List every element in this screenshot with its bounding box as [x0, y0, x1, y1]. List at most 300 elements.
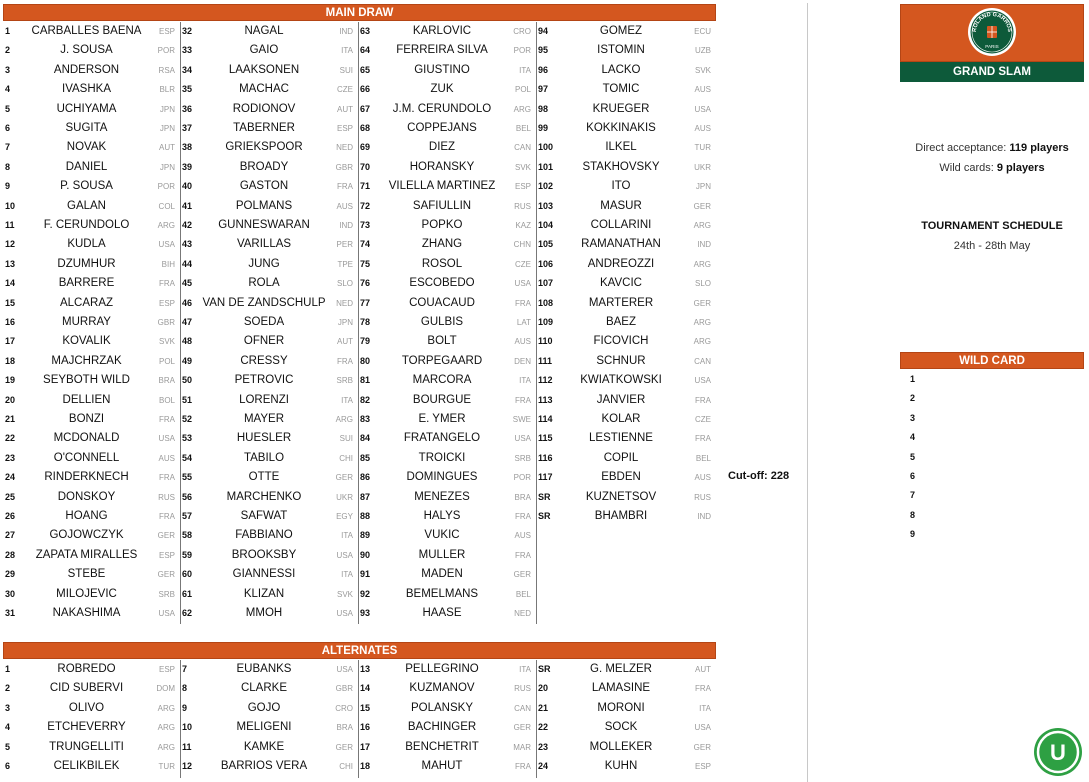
- player-row: [3, 468, 180, 487]
- player-row: [3, 119, 180, 138]
- player-row: [358, 718, 536, 737]
- player-country: ESP: [336, 124, 353, 133]
- player-country: BRA: [514, 492, 531, 502]
- player-country: USA: [158, 240, 175, 250]
- player-row: [358, 660, 536, 679]
- player-seed: 105: [538, 239, 554, 250]
- player-name: ZHANG: [421, 238, 463, 251]
- player-country: AUS: [514, 337, 531, 347]
- player-row: [536, 41, 716, 60]
- player-row: [536, 216, 716, 235]
- player-row: [180, 468, 358, 487]
- player-name: NAKASHIMA: [52, 607, 121, 619]
- player-country: BLR: [159, 85, 175, 95]
- player-seed: 116: [538, 452, 553, 463]
- player-name: TABILO: [243, 451, 285, 464]
- player-country: POL: [158, 356, 175, 366]
- player-row: [3, 80, 180, 99]
- player-seed: 16: [5, 317, 16, 327]
- player-seed: 64: [360, 45, 371, 56]
- player-country: CHN: [513, 240, 531, 250]
- player-seed: 14: [360, 683, 371, 694]
- player-name: STAKHOVSKY: [582, 160, 660, 173]
- player-seed: 53: [182, 433, 193, 444]
- wild-card-slot: 3: [910, 412, 916, 423]
- player-seed: 7: [5, 142, 11, 153]
- player-country: GER: [157, 531, 175, 541]
- player-name: TORPEGAARD: [401, 354, 483, 367]
- player-row: [180, 294, 358, 313]
- alternates-table: [3, 660, 716, 778]
- player-row: [358, 41, 536, 60]
- wild-cards-info: Wild cards: 9 players: [939, 162, 1045, 174]
- player-name: LAAKSONEN: [228, 63, 300, 76]
- player-seed: 103: [538, 200, 554, 211]
- player-seed: 69: [360, 142, 371, 153]
- player-country: IND: [339, 27, 353, 36]
- player-row: [536, 391, 716, 410]
- player-country: TPE: [337, 259, 353, 269]
- player-country: USA: [694, 104, 711, 114]
- player-row: [358, 488, 536, 507]
- u-logo-icon: [1034, 728, 1082, 776]
- player-name: COPPEJANS: [407, 122, 477, 134]
- player-row: [358, 216, 536, 235]
- player-name: HALYS: [423, 510, 461, 522]
- player-name: MAYER: [243, 413, 285, 425]
- player-name: MARCORA: [412, 374, 472, 387]
- player-name: OLIVO: [68, 701, 105, 714]
- player-country: SVK: [336, 589, 353, 599]
- player-country: SLO: [336, 279, 353, 289]
- player-name: BARRERE: [58, 277, 115, 290]
- cutoff-label: Cut-off: 228: [728, 470, 790, 482]
- player-seed: 113: [538, 394, 553, 405]
- player-seed: 75: [360, 258, 371, 269]
- tournament-logo: [900, 4, 1084, 62]
- player-name: GAIO: [249, 44, 279, 57]
- player-name: GALAN: [67, 199, 106, 212]
- player-country: JPN: [695, 182, 711, 192]
- player-country: GER: [335, 473, 353, 483]
- player-seed: 104: [538, 220, 554, 230]
- player-row: [536, 718, 716, 737]
- player-country: FRA: [159, 279, 175, 289]
- player-row: [3, 138, 180, 157]
- player-name: MELIGENI: [236, 721, 292, 734]
- player-country: NED: [514, 609, 531, 618]
- player-name: BROOKSBY: [231, 548, 297, 561]
- player-seed: 13: [360, 664, 371, 674]
- player-name: CLARKE: [240, 682, 288, 695]
- player-country: CHI: [339, 762, 353, 771]
- player-name: TOMIC: [602, 83, 640, 96]
- player-country: FRA: [337, 356, 353, 366]
- player-country: UKR: [694, 162, 711, 172]
- player-country: SVK: [694, 65, 711, 75]
- player-name: OFNER: [243, 335, 285, 348]
- player-row: [180, 80, 358, 99]
- player-name: RAMANATHAN: [581, 238, 661, 251]
- player-name: ROLA: [248, 277, 280, 290]
- player-name: ISTOMIN: [597, 44, 645, 57]
- player-country: CRO: [513, 27, 531, 36]
- player-row: [3, 158, 180, 177]
- player-country: ESP: [158, 550, 175, 560]
- column-separator: [180, 22, 181, 624]
- player-country: TUR: [158, 762, 175, 771]
- player-name: POLANSKY: [411, 701, 473, 714]
- player-country: AUT: [695, 665, 711, 674]
- player-row: [180, 660, 358, 679]
- player-country: AUT: [337, 337, 353, 347]
- player-row: [358, 235, 536, 254]
- player-name: RODIONOV: [232, 102, 296, 115]
- player-row: [180, 488, 358, 507]
- player-seed: 12: [5, 239, 16, 250]
- player-country: ESP: [158, 298, 175, 308]
- player-country: ESP: [158, 27, 175, 36]
- player-seed: 89: [360, 530, 371, 541]
- player-country: USA: [694, 723, 711, 733]
- player-seed: 102: [538, 181, 554, 192]
- player-country: UZB: [695, 46, 711, 56]
- player-row: [180, 138, 358, 157]
- player-name: KUZMANOV: [409, 682, 475, 695]
- player-seed: 1: [5, 26, 11, 36]
- player-seed: 4: [5, 722, 11, 733]
- player-name: VAN DE ZANDSCHULP: [202, 296, 326, 309]
- player-seed: 72: [360, 200, 371, 211]
- player-seed: 10: [182, 722, 193, 733]
- player-row: [536, 738, 716, 757]
- player-name: ALCARAZ: [59, 296, 114, 309]
- player-country: FRA: [337, 182, 353, 192]
- player-row: [3, 216, 180, 235]
- player-name: E. YMER: [418, 413, 466, 425]
- player-name: ROSOL: [421, 257, 463, 270]
- player-row: [358, 332, 536, 351]
- player-seed: 6: [5, 123, 11, 133]
- player-country: FRA: [515, 550, 531, 560]
- player-seed: 99: [538, 123, 549, 133]
- player-seed: 88: [360, 511, 371, 521]
- player-row: [358, 274, 536, 293]
- player-row: [358, 507, 536, 526]
- player-name: BEMELMANS: [405, 587, 479, 600]
- player-name: GASTON: [239, 180, 289, 193]
- player-seed: 33: [182, 45, 193, 56]
- player-country: FRA: [695, 684, 711, 694]
- player-name: LAMASINE: [591, 682, 651, 695]
- player-country: RUS: [514, 684, 531, 694]
- player-country: ITA: [341, 570, 353, 580]
- player-seed: 40: [182, 181, 193, 192]
- column-separator: [180, 660, 181, 778]
- player-row: [180, 391, 358, 410]
- player-country: ARG: [513, 104, 531, 114]
- main-draw-table: [3, 22, 716, 624]
- player-country: ARG: [693, 259, 711, 269]
- player-seed: 24: [5, 472, 16, 483]
- player-country: GER: [157, 570, 175, 580]
- player-name: POLMANS: [235, 199, 293, 212]
- player-row: [3, 255, 180, 274]
- player-name: DELLIEN: [62, 393, 111, 406]
- player-name: COPIL: [603, 451, 639, 464]
- player-row: [536, 660, 716, 679]
- player-country: BEL: [515, 589, 531, 599]
- player-name: SCHNUR: [596, 354, 646, 367]
- player-country: KAZ: [515, 221, 531, 230]
- player-name: HUESLER: [236, 432, 292, 445]
- player-row: [3, 41, 180, 60]
- player-row: [358, 158, 536, 177]
- player-row: [180, 585, 358, 604]
- player-name: BONZI: [68, 413, 105, 425]
- player-row: [536, 22, 716, 41]
- player-name: MCDONALD: [53, 432, 120, 445]
- player-name: DZUMHUR: [57, 257, 116, 270]
- player-row: [3, 313, 180, 332]
- player-seed: 61: [182, 588, 193, 599]
- player-country: USA: [694, 376, 711, 386]
- player-row: [358, 177, 536, 196]
- player-seed: 93: [360, 608, 371, 618]
- player-name: MADEN: [421, 568, 463, 581]
- player-row: [3, 488, 180, 507]
- player-name: GIANNESSI: [232, 568, 296, 581]
- player-name: OTTE: [248, 471, 280, 484]
- player-seed: 63: [360, 26, 371, 36]
- player-seed: 91: [360, 569, 371, 580]
- player-name: HORANSKY: [409, 160, 475, 173]
- player-seed: 65: [360, 64, 371, 75]
- player-seed: 46: [182, 297, 193, 308]
- player-seed: 83: [360, 414, 371, 424]
- player-name: TROICKI: [418, 451, 466, 464]
- player-seed: 15: [5, 297, 16, 308]
- player-country: POL: [514, 85, 531, 95]
- player-row: [180, 565, 358, 584]
- player-country: FRA: [515, 762, 531, 771]
- player-country: ITA: [699, 703, 711, 713]
- player-seed: 17: [360, 741, 371, 752]
- player-name: FRATANGELO: [403, 432, 481, 445]
- player-seed: 108: [538, 297, 554, 308]
- player-row: [3, 235, 180, 254]
- player-country: IND: [697, 240, 711, 250]
- player-name: COUACAUD: [409, 296, 475, 309]
- player-name: STEBE: [67, 568, 106, 581]
- u-logo-badge: [1034, 728, 1082, 776]
- divider: [807, 3, 808, 782]
- player-row: [3, 604, 180, 623]
- player-row: [180, 197, 358, 216]
- player-seed: 68: [360, 123, 371, 133]
- player-row: [358, 679, 536, 698]
- player-name: BOLT: [427, 335, 457, 348]
- player-seed: 15: [360, 702, 371, 713]
- player-name: P. SOUSA: [60, 180, 113, 193]
- player-country: FRA: [159, 473, 175, 483]
- player-name: MARTERER: [588, 296, 654, 309]
- player-country: GBR: [335, 684, 353, 694]
- player-row: [358, 255, 536, 274]
- player-country: GER: [513, 723, 531, 733]
- player-name: DIEZ: [428, 141, 456, 154]
- player-seed: 39: [182, 161, 193, 172]
- player-row: [536, 679, 716, 698]
- player-row: [536, 468, 716, 487]
- player-seed: 36: [182, 103, 193, 114]
- player-seed: 35: [182, 84, 193, 95]
- player-row: [536, 313, 716, 332]
- player-seed: 111: [538, 355, 553, 366]
- player-row: [536, 158, 716, 177]
- player-seed: 27: [5, 530, 16, 541]
- player-seed: 19: [5, 375, 16, 386]
- player-seed: 41: [182, 200, 193, 211]
- player-name: SOCK: [604, 721, 638, 734]
- player-row: [3, 660, 180, 679]
- player-country: SVK: [158, 337, 175, 347]
- wild-card-slot: 2: [910, 393, 916, 404]
- player-name: KOLAR: [601, 413, 641, 425]
- player-row: [180, 100, 358, 119]
- player-row: [358, 294, 536, 313]
- player-row: [3, 391, 180, 410]
- player-seed: 6: [5, 761, 11, 771]
- player-name: KUDLA: [67, 238, 106, 251]
- player-row: [358, 449, 536, 468]
- player-name: MMOH: [245, 607, 283, 619]
- player-row: [3, 332, 180, 351]
- player-seed: 81: [360, 375, 371, 386]
- player-row: [180, 332, 358, 351]
- player-seed: 1: [5, 664, 11, 674]
- player-row: [3, 565, 180, 584]
- wild-card-slot: 8: [910, 509, 916, 520]
- player-row: [358, 371, 536, 390]
- player-name: KRUEGER: [592, 102, 650, 115]
- player-country: RSA: [158, 65, 175, 75]
- player-name: GIUSTINO: [414, 63, 470, 76]
- player-row: [3, 352, 180, 371]
- player-seed: 58: [182, 530, 193, 541]
- player-seed: 109: [538, 317, 554, 327]
- player-row: [536, 429, 716, 448]
- player-row: [536, 371, 716, 390]
- player-seed: 22: [5, 433, 16, 444]
- player-row: [3, 100, 180, 119]
- player-seed: 43: [182, 239, 193, 250]
- player-seed: 21: [5, 414, 16, 424]
- player-country: ESP: [694, 762, 711, 771]
- player-country: AUT: [159, 143, 175, 153]
- player-name: ANDERSON: [53, 63, 120, 76]
- player-country: FRA: [515, 298, 531, 308]
- player-country: AUS: [514, 531, 531, 541]
- player-row: [3, 679, 180, 698]
- player-country: ITA: [519, 376, 531, 386]
- player-row: [180, 738, 358, 757]
- player-country: SUI: [339, 65, 353, 75]
- player-country: ITA: [341, 46, 353, 56]
- player-name: MILOJEVIC: [56, 587, 117, 600]
- player-seed: 8: [182, 683, 188, 694]
- player-row: [358, 352, 536, 371]
- player-seed: 16: [360, 722, 371, 733]
- player-name: KUHN: [604, 760, 638, 772]
- player-row: [3, 22, 180, 41]
- player-seed: 25: [5, 491, 16, 502]
- player-seed: 8: [5, 161, 11, 172]
- player-seed: 48: [182, 336, 193, 347]
- player-seed: 55: [182, 472, 193, 483]
- player-name: TRUNGELLITI: [49, 740, 124, 753]
- player-row: [180, 352, 358, 371]
- player-country: FRA: [159, 415, 175, 424]
- player-row: [180, 22, 358, 41]
- player-country: AUS: [694, 124, 711, 133]
- player-name: COLLARINI: [590, 219, 652, 231]
- player-name: IVASHKA: [62, 83, 111, 96]
- column-separator: [358, 660, 359, 778]
- player-seed: SR: [538, 491, 551, 502]
- player-seed: SR: [538, 511, 551, 521]
- player-seed: 4: [5, 84, 11, 95]
- player-seed: 51: [182, 394, 193, 405]
- player-name: RINDERKNECH: [44, 471, 129, 484]
- player-name: SAFIULLIN: [412, 199, 472, 212]
- player-name: KOVALIK: [62, 335, 111, 348]
- player-row: [180, 274, 358, 293]
- player-name: PELLEGRINO: [405, 663, 479, 675]
- player-row: [3, 507, 180, 526]
- player-name: JANVIER: [596, 393, 646, 406]
- player-name: SAFWAT: [240, 510, 288, 522]
- player-name: SUGITA: [65, 122, 108, 134]
- player-row: [358, 313, 536, 332]
- player-name: BROADY: [239, 160, 289, 173]
- player-name: SEYBOTH WILD: [43, 374, 130, 387]
- player-name: BAEZ: [605, 316, 637, 328]
- player-name: CARBALLES BAENA: [31, 25, 142, 37]
- player-seed: 100: [538, 142, 554, 153]
- player-row: [3, 61, 180, 80]
- player-name: ANDREOZZI: [587, 257, 655, 270]
- player-row: [358, 80, 536, 99]
- player-country: DEN: [514, 356, 531, 366]
- player-country: SRB: [158, 589, 175, 599]
- player-row: [358, 546, 536, 565]
- player-country: SRB: [514, 453, 531, 463]
- player-country: JPN: [159, 124, 175, 133]
- player-country: RUS: [694, 492, 711, 502]
- player-name: HAASE: [422, 607, 462, 619]
- player-seed: 66: [360, 84, 371, 95]
- player-country: FRA: [695, 395, 711, 405]
- player-seed: 101: [538, 161, 554, 172]
- player-seed: 31: [5, 608, 16, 618]
- player-country: USA: [158, 609, 175, 618]
- player-name: EUBANKS: [236, 663, 292, 675]
- wild-card-header: WILD CARD: [900, 352, 1084, 369]
- player-row: [536, 235, 716, 254]
- player-seed: 87: [360, 491, 371, 502]
- wild-card-slot: 5: [910, 451, 916, 462]
